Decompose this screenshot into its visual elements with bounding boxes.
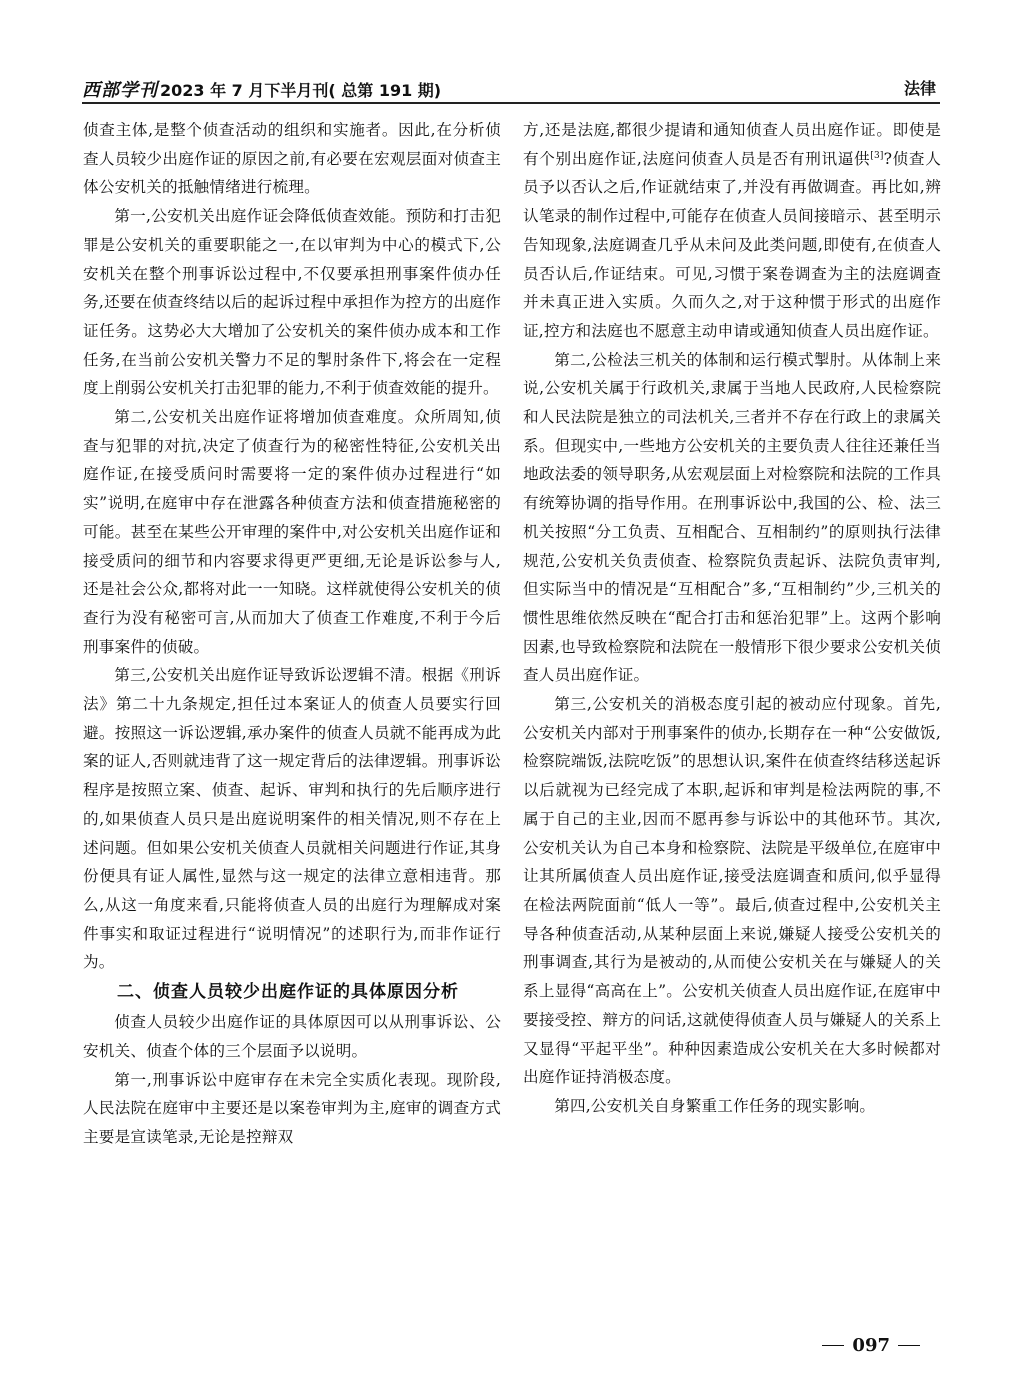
header-divider (82, 102, 940, 104)
paragraph: 第三,公安机关的消极态度引起的被动应付现象。首先,公安机关内部对于刑事案件的侦办,长期存在一种“公安做饭,检察院端饭,法院吃饭”的思想认识,案件在侦查终结移送起诉以后就视为已经完成了本职,起诉和审判是检法两院的事,不属于自己的主业,因而不愿再参与诉讼中的其他环节。其次,公安机关认为自己本身和检察院、法院是平级单位,在庭审中让其所属侦查人员出庭作证,接受法庭调查和质问,似乎显得在检法两院面前“低人一等”。最后,侦查过程中,公安机关主导各种侦查活动,从某种层面上来说,嫌疑人接受公安机关的刑事调查,其行为是被动的,从而使公安机关在与嫌疑人的关系上显得“高高在上”。公安机关侦查人员出庭作证,在庭审中要接受控、辩方的问话,这就使得侦查人员与嫌疑人的关系上又显得“平起平坐”。种种因素造成公安机关在大多时候都对出庭作证持消极态度。 (523, 695, 941, 1087)
section-label: 法律 (903, 79, 936, 98)
paragraph: 侦查人员较少出庭作证的具体原因可以从刑事诉讼、公安机关、侦查个体的三个层面予以说明。 (83, 1013, 501, 1060)
paragraph: 第二,公安机关出庭作证将增加侦查难度。众所周知,侦查与犯罪的对抗,决定了侦查行为的秘密性特征,公安机关出庭作证,在接受质问时需要将一定的案件侦办过程进行“如实”说明,在庭审中存在泄露各种侦查方法和侦查措施秘密的可能。甚至在某些公开审理的案件中,对公安机关出庭作证和接受质问的细节和内容要求得更严更细,无论是诉讼参与人,还是社会公众,都将对此一一知晓。这样就使得公安机关的侦查行为没有秘密可言,从而加大了侦查工作难度,不利于今后刑事案件的侦破。 (83, 408, 501, 656)
left-column (83, 116, 501, 1152)
dash-left (822, 1345, 844, 1346)
issue-label: 2023 年 7 月下半月刊( 总第 191 期) (160, 81, 442, 100)
page-number: 097 (852, 1335, 890, 1356)
paragraph: 第一,公安机关出庭作证会降低侦查效能。预防和打击犯罪是公安机关的重要职能之一,在以审判为中心的模式下,公安机关在整个刑事诉讼过程中,不仅要承担刑事案件侦办任务,还要在侦查终结以后的起诉过程中承担作为控方的出庭作证任务。这势必大大增加了公安机关的案件侦办成本和工作任务,在当前公安机关警力不足的掣肘条件下,将会在一定程度上削弱公安机关打击犯罪的能力,不利于侦查效能的提升。 (83, 207, 501, 398)
paragraph: 第一,刑事诉讼中庭审存在未完全实质化表现。现阶段,人民法院在庭审中主要还是以案卷审判为主,庭审的调查方式主要是宣读笔录,无论是控辩双 (83, 1070, 501, 1146)
running-header (82, 68, 942, 102)
section-heading: 二、侦查人员较少出庭作证的具体原因分析 (117, 982, 459, 1003)
right-column (523, 116, 941, 1121)
paragraph-text: 方,还是法庭,都很少提请和通知侦查人员出庭作证。即使是有个别出庭作证,法庭问侦查人员是否有刑讯逼供 (523, 121, 941, 168)
paragraph: 第二,公检法三机关的体制和运行模式掣肘。从体制上来说,公安机关属于行政机关,隶属于当地人民政府,人民检察院和人民法院是独立的司法机关,三者并不存在行政上的隶属关系。但现实中,一些地方公安机关的主要负责人往往还兼任当地政法委的领导职务,从宏观层面上对检察院和法院的工作具有统筹协调的指导作用。在刑事诉讼中,我国的公、检、法三机关按照“分工负责、互相配合、互相制约”的原则执行法律规范,公安机关负责侦查、检察院负责起诉、法院负责审判,但实际当中的情况是“互相配合”多,“互相制约”少,三机关的惯性思维依然反映在“配合打击和惩治犯罪”上。这两个影响因素,也导致检察院和法院在一般情形下很少要求公安机关侦查人员出庭作证。 (523, 350, 941, 685)
journal-logo: 西部学刊 (82, 80, 158, 101)
paragraph (523, 116, 941, 346)
citation-marker: [3] (870, 150, 884, 161)
paragraph: 侦查主体,是整个侦查活动的组织和实施者。因此,在分析侦查人员较少出庭作证的原因之前,有必要在宏观层面对侦查主体公安机关的抵触情绪进行梳理。 (83, 121, 501, 197)
page-footer (814, 1335, 928, 1356)
paragraph-text: ?侦查人员予以否认之后,作证就结束了,并没有再做调查。再比如,辨认笔录的制作过程中,可能存在侦查人员间接暗示、甚至明示告知现象,法庭调查几乎从未问及此类问题,即使有,在侦查人员否认后,作证结束。可见,习惯于案卷调查为主的法庭调查并未真正进入实质。久而久之,对于这种惯于形式的出庭作证,控方和法庭也不愿意主动申请或通知侦查人员出庭作证。 (523, 149, 941, 340)
paragraph: 第四,公安机关自身繁重工作任务的现实影响。 (554, 1096, 876, 1115)
journal-info (82, 76, 441, 100)
dash-right (898, 1345, 920, 1346)
paragraph: 第三,公安机关出庭作证导致诉讼逻辑不清。根据《刑诉法》第二十九条规定,担任过本案证人的侦查人员要实行回避。按照这一诉讼逻辑,承办案件的侦查人员就不能再成为此案的证人,否则就违背了这一规定背后的法律逻辑。刑事诉讼程序是按照立案、侦查、起诉、审判和执行的先后顺序进行的,如果侦查人员只是出庭说明案件的相关情况,则不存在上述问题。但如果公安机关侦查人员就相关问题进行作证,其身份便具有证人属性,显然与这一规定的法律立意相违背。那么,从这一角度来看,只能将侦查人员的出庭行为理解成对案件事实和取证过程进行“说明情况”的述职行为,而非作证行为。 (83, 666, 501, 972)
